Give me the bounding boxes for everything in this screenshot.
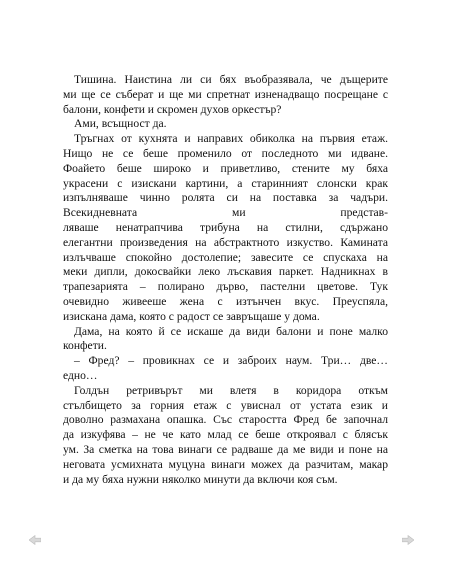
- text-line: елегантни произведения на абстрактното изкуство. Камината: [63, 235, 388, 249]
- text-line: излъчваше спокойно достолепие; завесите се спускаха на: [63, 250, 388, 264]
- text-line: Ами, всъщност да.: [74, 117, 167, 131]
- text-line: изпълняваше чинно ролята си на поставка за чадъри.: [63, 191, 388, 205]
- text-line: стълбището за горния етаж с увиснал от устата език и: [63, 398, 388, 412]
- text-line: Нищо не се беше променило от последното ми идване.: [63, 146, 388, 160]
- text-line: да изкуфява – не че като млад се беше откроявал с блясък: [63, 428, 388, 442]
- text-line: Всекидневната ми предстaв-: [63, 206, 388, 220]
- text-line: и да му бяха нужни няколко минути да включи коя съм.: [63, 472, 338, 486]
- text-line: Тръгнах от кухнята и направих обиколка на първия етаж.: [74, 132, 388, 146]
- body-text: [63, 73, 388, 487]
- text-line: ляваше ненатрапчива трибуна на стилни, сдържано: [63, 220, 388, 234]
- text-line: изискана дама, която с радост се завръщаше у дома.: [63, 309, 320, 323]
- text-line: украсени с изискани картини, а старинният слонски крак: [63, 176, 388, 190]
- text-line: ум. За сметка на това винаги се радваше да ме види и поне на: [63, 442, 388, 456]
- text-line: очевидно живееше жена с изтънчен вкус. Преуспяла,: [63, 294, 388, 308]
- text-line: балони, конфети и скромен духов оркестър?: [63, 102, 282, 116]
- text-line: едно…: [63, 368, 98, 382]
- text-line: доволно размахана опашка. Със старостта Фред бе започнал: [63, 413, 388, 427]
- text-line: неговата усмихната муцуна винаги можех да разчитам, макар: [63, 457, 388, 471]
- text-line: конфети.: [63, 339, 107, 353]
- text-line: Дама, на която й се искаше да види балони и поне малко: [74, 324, 388, 338]
- previous-page-arrow-icon[interactable]: [29, 535, 41, 545]
- text-line: меки дипли, докосвайки леко лъскавия паркет. Надникнах в: [63, 265, 388, 279]
- text-line: ми ще се съберат и ще ми спретнат изненадващо посрещане с: [63, 87, 388, 101]
- text-line: Голдън ретривърът ми влетя в коридора откъм: [74, 383, 388, 397]
- text-line: Тишина. Наистина ли си бях въобразявала, че дъщерите: [74, 73, 388, 86]
- next-page-arrow-icon[interactable]: [402, 535, 414, 545]
- text-line: – Фред? – провикнах се и заброих наум. Три… две…: [74, 354, 388, 368]
- text-line: трапезарията – полирано дърво, пастелни цветове. Тук: [63, 280, 388, 294]
- text-line: Фоайето беше широко и приветливо, стените му бяха: [63, 161, 388, 175]
